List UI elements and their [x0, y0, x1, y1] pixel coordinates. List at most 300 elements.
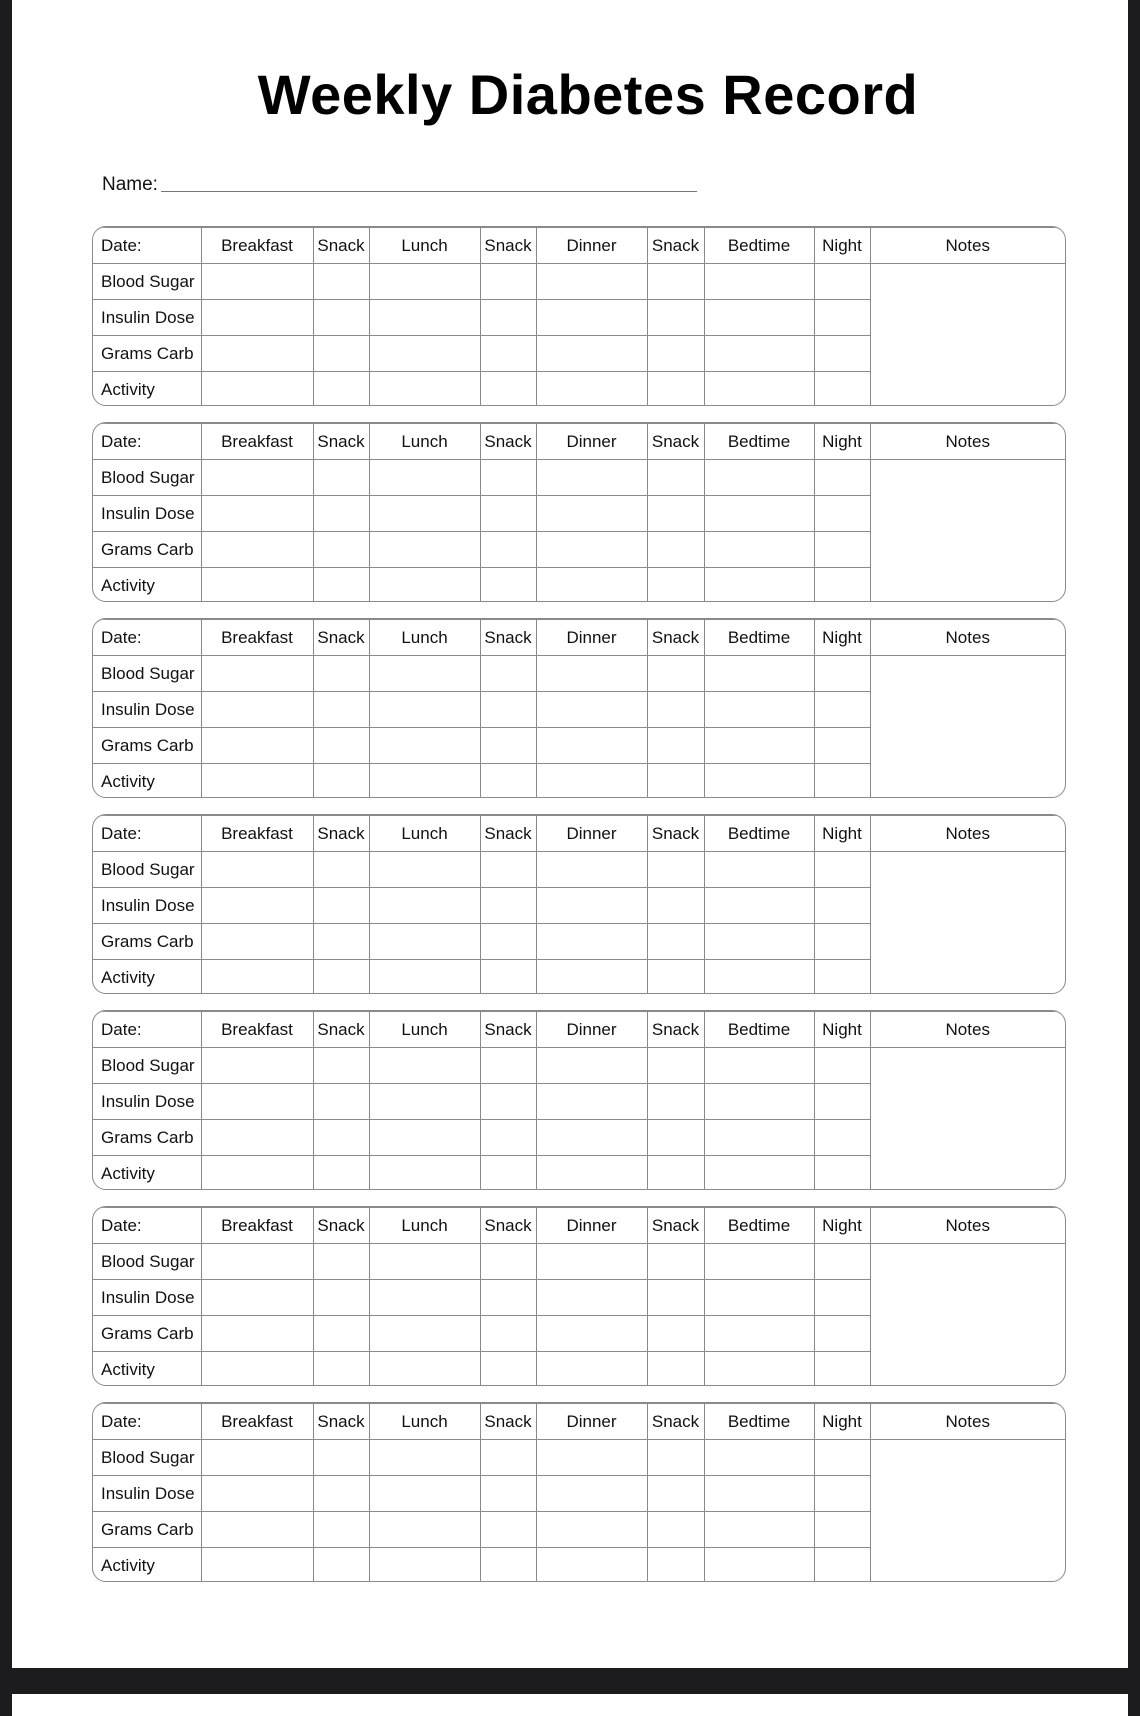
entry-cell[interactable] [814, 924, 870, 960]
entry-cell[interactable] [480, 1048, 536, 1084]
entry-cell[interactable] [814, 460, 870, 496]
entry-cell[interactable] [201, 924, 313, 960]
entry-cell[interactable] [704, 1156, 814, 1191]
entry-cell[interactable] [480, 1476, 536, 1512]
row-label: Insulin Dose [93, 300, 201, 336]
entry-cell[interactable] [814, 336, 870, 372]
entry-cell[interactable] [704, 1352, 814, 1387]
entry-cell[interactable] [704, 1316, 814, 1352]
entry-cell[interactable] [536, 764, 647, 799]
entry-cell[interactable] [369, 728, 480, 764]
entry-cell[interactable] [480, 1156, 536, 1191]
entry-cell[interactable] [313, 924, 369, 960]
notes-cell[interactable] [870, 1048, 1065, 1191]
entry-cell[interactable] [704, 1084, 814, 1120]
entry-cell[interactable] [814, 1548, 870, 1583]
entry-cell[interactable] [536, 568, 647, 603]
entry-cell[interactable] [647, 1440, 704, 1476]
entry-cell[interactable] [313, 372, 369, 407]
entry-cell[interactable] [313, 852, 369, 888]
entry-cell[interactable] [201, 692, 313, 728]
entry-cell[interactable] [536, 1084, 647, 1120]
entry-cell[interactable] [369, 1440, 480, 1476]
entry-cell[interactable] [369, 264, 480, 300]
column-header: Snack [480, 816, 536, 852]
entry-cell[interactable] [704, 764, 814, 799]
row-label: Activity [93, 1548, 201, 1583]
column-header: Bedtime [704, 228, 814, 264]
entry-cell[interactable] [313, 960, 369, 995]
entry-cell[interactable] [704, 924, 814, 960]
entry-cell[interactable] [369, 1048, 480, 1084]
entry-cell[interactable] [369, 496, 480, 532]
row-label: Activity [93, 960, 201, 995]
entry-cell[interactable] [201, 888, 313, 924]
entry-cell[interactable] [704, 300, 814, 336]
entry-cell[interactable] [647, 1548, 704, 1583]
entry-cell[interactable] [369, 1120, 480, 1156]
entry-cell[interactable] [814, 656, 870, 692]
header-row [93, 620, 1065, 656]
column-header: Notes [870, 1208, 1065, 1244]
entry-cell[interactable] [313, 1512, 369, 1548]
entry-cell[interactable] [647, 1512, 704, 1548]
entry-cell[interactable] [201, 264, 313, 300]
entry-cell[interactable] [647, 1316, 704, 1352]
entry-cell[interactable] [536, 888, 647, 924]
entry-cell[interactable] [369, 336, 480, 372]
row-label: Activity [93, 1352, 201, 1387]
entry-cell[interactable] [201, 460, 313, 496]
entry-cell[interactable] [369, 960, 480, 995]
entry-cell[interactable] [369, 1476, 480, 1512]
name-input-line[interactable] [161, 190, 697, 192]
row-label: Grams Carb [93, 728, 201, 764]
entry-cell[interactable] [369, 1280, 480, 1316]
entry-cell[interactable] [536, 336, 647, 372]
entry-cell[interactable] [536, 692, 647, 728]
entry-cell[interactable] [704, 496, 814, 532]
entry-cell[interactable] [536, 924, 647, 960]
row-label: Blood Sugar [93, 264, 201, 300]
row-label: Blood Sugar [93, 1048, 201, 1084]
entry-cell[interactable] [313, 300, 369, 336]
entry-cell[interactable] [201, 728, 313, 764]
entry-cell[interactable] [647, 852, 704, 888]
entry-cell[interactable] [369, 692, 480, 728]
entry-cell[interactable] [704, 1280, 814, 1316]
entry-cell[interactable] [480, 372, 536, 407]
entry-cell[interactable] [536, 960, 647, 995]
entry-cell[interactable] [480, 496, 536, 532]
entry-cell[interactable] [704, 656, 814, 692]
column-header: Night [814, 1404, 870, 1440]
entry-cell[interactable] [647, 924, 704, 960]
entry-cell[interactable] [369, 300, 480, 336]
entry-cell[interactable] [480, 336, 536, 372]
entry-cell[interactable] [647, 568, 704, 603]
entry-cell[interactable] [369, 924, 480, 960]
entry-cell[interactable] [313, 1120, 369, 1156]
entry-cell[interactable] [704, 372, 814, 407]
day-grid [93, 227, 1065, 406]
entry-cell[interactable] [201, 1548, 313, 1583]
entry-cell[interactable] [536, 1120, 647, 1156]
entry-cell[interactable] [814, 692, 870, 728]
entry-cell[interactable] [313, 1476, 369, 1512]
column-header: Snack [480, 1012, 536, 1048]
entry-cell[interactable] [814, 764, 870, 799]
row-label: Blood Sugar [93, 1440, 201, 1476]
entry-cell[interactable] [647, 1280, 704, 1316]
entry-cell[interactable] [814, 532, 870, 568]
entry-cell[interactable] [201, 1048, 313, 1084]
entry-cell[interactable] [814, 960, 870, 995]
row-label: Blood Sugar [93, 1244, 201, 1280]
entry-cell[interactable] [647, 888, 704, 924]
row-label: Blood Sugar [93, 656, 201, 692]
column-header: Breakfast [201, 424, 313, 460]
entry-cell[interactable] [313, 764, 369, 799]
row-label: Activity [93, 568, 201, 603]
column-header: Night [814, 1208, 870, 1244]
row-label: Activity [93, 1156, 201, 1191]
entry-cell[interactable] [369, 1512, 480, 1548]
entry-cell[interactable] [814, 1352, 870, 1387]
entry-cell[interactable] [647, 764, 704, 799]
entry-cell[interactable] [647, 532, 704, 568]
entry-cell[interactable] [536, 372, 647, 407]
date-label[interactable]: Date: [93, 228, 201, 264]
notes-cell[interactable] [870, 852, 1065, 995]
entry-cell[interactable] [369, 1316, 480, 1352]
entry-cell[interactable] [814, 1512, 870, 1548]
entry-cell[interactable] [814, 1280, 870, 1316]
entry-cell[interactable] [647, 1476, 704, 1512]
entry-cell[interactable] [480, 888, 536, 924]
record-row [93, 656, 1065, 692]
entry-cell[interactable] [313, 888, 369, 924]
entry-cell[interactable] [536, 264, 647, 300]
column-header: Snack [647, 1208, 704, 1244]
date-label[interactable]: Date: [93, 816, 201, 852]
day-grid [93, 1011, 1065, 1190]
entry-cell[interactable] [704, 336, 814, 372]
entry-cell[interactable] [313, 264, 369, 300]
entry-cell[interactable] [480, 1316, 536, 1352]
date-label[interactable]: Date: [93, 1208, 201, 1244]
entry-cell[interactable] [313, 656, 369, 692]
column-header: Night [814, 424, 870, 460]
day-grid [93, 1207, 1065, 1386]
entry-cell[interactable] [480, 852, 536, 888]
date-label[interactable]: Date: [93, 424, 201, 460]
entry-cell[interactable] [201, 568, 313, 603]
entry-cell[interactable] [704, 1120, 814, 1156]
entry-cell[interactable] [369, 656, 480, 692]
entry-cell[interactable] [647, 1084, 704, 1120]
entry-cell[interactable] [704, 852, 814, 888]
entry-cell[interactable] [704, 532, 814, 568]
entry-cell[interactable] [313, 1244, 369, 1280]
entry-cell[interactable] [647, 692, 704, 728]
column-header: Notes [870, 228, 1065, 264]
entry-cell[interactable] [480, 1084, 536, 1120]
day-block [92, 618, 1066, 798]
entry-cell[interactable] [480, 300, 536, 336]
entry-cell[interactable] [536, 532, 647, 568]
entry-cell[interactable] [313, 1548, 369, 1583]
entry-cell[interactable] [704, 888, 814, 924]
entry-cell[interactable] [647, 656, 704, 692]
entry-cell[interactable] [814, 728, 870, 764]
entry-cell[interactable] [201, 300, 313, 336]
entry-cell[interactable] [647, 728, 704, 764]
entry-cell[interactable] [536, 1548, 647, 1583]
row-label: Insulin Dose [93, 692, 201, 728]
entry-cell[interactable] [313, 1048, 369, 1084]
entry-cell[interactable] [201, 372, 313, 407]
entry-cell[interactable] [704, 960, 814, 995]
entry-cell[interactable] [201, 532, 313, 568]
entry-cell[interactable] [201, 1120, 313, 1156]
entry-cell[interactable] [704, 1548, 814, 1583]
notes-cell[interactable] [870, 460, 1065, 603]
entry-cell[interactable] [704, 692, 814, 728]
entry-cell[interactable] [369, 1244, 480, 1280]
column-header: Night [814, 816, 870, 852]
entry-cell[interactable] [480, 1440, 536, 1476]
entry-cell[interactable] [369, 1352, 480, 1387]
entry-cell[interactable] [536, 496, 647, 532]
entry-cell[interactable] [536, 1512, 647, 1548]
entry-cell[interactable] [201, 1512, 313, 1548]
entry-cell[interactable] [814, 568, 870, 603]
row-label: Grams Carb [93, 1120, 201, 1156]
entry-cell[interactable] [814, 372, 870, 407]
entry-cell[interactable] [814, 1156, 870, 1191]
entry-cell[interactable] [480, 568, 536, 603]
entry-cell[interactable] [369, 372, 480, 407]
entry-cell[interactable] [201, 1440, 313, 1476]
notes-cell[interactable] [870, 1244, 1065, 1387]
entry-cell[interactable] [313, 1352, 369, 1387]
entry-cell[interactable] [814, 1084, 870, 1120]
entry-cell[interactable] [704, 568, 814, 603]
entry-cell[interactable] [814, 1120, 870, 1156]
entry-cell[interactable] [647, 372, 704, 407]
entry-cell[interactable] [480, 1512, 536, 1548]
entry-cell[interactable] [647, 1244, 704, 1280]
entry-cell[interactable] [536, 728, 647, 764]
notes-cell[interactable] [870, 656, 1065, 799]
entry-cell[interactable] [313, 336, 369, 372]
entry-cell[interactable] [814, 1476, 870, 1512]
entry-cell[interactable] [201, 1280, 313, 1316]
entry-cell[interactable] [480, 1352, 536, 1387]
entry-cell[interactable] [201, 1316, 313, 1352]
entry-cell[interactable] [201, 1352, 313, 1387]
entry-cell[interactable] [647, 496, 704, 532]
entry-cell[interactable] [201, 960, 313, 995]
entry-cell[interactable] [480, 532, 536, 568]
day-grid [93, 815, 1065, 994]
entry-cell[interactable] [480, 1548, 536, 1583]
entry-cell[interactable] [313, 728, 369, 764]
column-header: Notes [870, 1012, 1065, 1048]
entry-cell[interactable] [201, 852, 313, 888]
row-label: Grams Carb [93, 336, 201, 372]
row-label: Grams Carb [93, 532, 201, 568]
record-row [93, 460, 1065, 496]
entry-cell[interactable] [704, 1476, 814, 1512]
row-label: Activity [93, 372, 201, 407]
entry-cell[interactable] [814, 1048, 870, 1084]
entry-cell[interactable] [647, 300, 704, 336]
column-header: Snack [480, 620, 536, 656]
entry-cell[interactable] [201, 764, 313, 799]
notes-cell[interactable] [870, 1440, 1065, 1583]
entry-cell[interactable] [480, 656, 536, 692]
entry-cell[interactable] [201, 1156, 313, 1191]
entry-cell[interactable] [814, 496, 870, 532]
entry-cell[interactable] [480, 924, 536, 960]
entry-cell[interactable] [536, 300, 647, 336]
entry-cell[interactable] [536, 656, 647, 692]
entry-cell[interactable] [814, 1440, 870, 1476]
entry-cell[interactable] [313, 460, 369, 496]
entry-cell[interactable] [480, 264, 536, 300]
entry-cell[interactable] [313, 532, 369, 568]
date-label[interactable]: Date: [93, 620, 201, 656]
day-block [92, 1206, 1066, 1386]
entry-cell[interactable] [536, 1156, 647, 1191]
entry-cell[interactable] [814, 888, 870, 924]
entry-cell[interactable] [201, 656, 313, 692]
entry-cell[interactable] [536, 1048, 647, 1084]
entry-cell[interactable] [369, 852, 480, 888]
entry-cell[interactable] [201, 1244, 313, 1280]
column-header: Snack [647, 816, 704, 852]
entry-cell[interactable] [313, 568, 369, 603]
entry-cell[interactable] [647, 1156, 704, 1191]
entry-cell[interactable] [814, 264, 870, 300]
column-header: Snack [647, 1012, 704, 1048]
entry-cell[interactable] [201, 496, 313, 532]
column-header: Night [814, 620, 870, 656]
entry-cell[interactable] [313, 1084, 369, 1120]
column-header: Notes [870, 424, 1065, 460]
entry-cell[interactable] [369, 764, 480, 799]
day-grid [93, 1403, 1065, 1582]
date-label[interactable]: Date: [93, 1404, 201, 1440]
entry-cell[interactable] [313, 1440, 369, 1476]
entry-cell[interactable] [536, 852, 647, 888]
column-header: Dinner [536, 1208, 647, 1244]
entry-cell[interactable] [647, 1120, 704, 1156]
entry-cell[interactable] [480, 1280, 536, 1316]
entry-cell[interactable] [369, 1548, 480, 1583]
entry-cell[interactable] [814, 1316, 870, 1352]
entry-cell[interactable] [369, 1156, 480, 1191]
entry-cell[interactable] [369, 532, 480, 568]
entry-cell[interactable] [536, 1316, 647, 1352]
entry-cell[interactable] [201, 1084, 313, 1120]
entry-cell[interactable] [704, 1440, 814, 1476]
column-header: Lunch [369, 1208, 480, 1244]
entry-cell[interactable] [369, 568, 480, 603]
entry-cell[interactable] [536, 1476, 647, 1512]
entry-cell[interactable] [647, 336, 704, 372]
entry-cell[interactable] [814, 1244, 870, 1280]
entry-cell[interactable] [647, 1352, 704, 1387]
entry-cell[interactable] [369, 888, 480, 924]
next-page-edge [12, 1694, 1128, 1716]
entry-cell[interactable] [536, 1352, 647, 1387]
entry-cell[interactable] [536, 1280, 647, 1316]
column-header: Bedtime [704, 620, 814, 656]
entry-cell[interactable] [369, 460, 480, 496]
entry-cell[interactable] [536, 1440, 647, 1476]
column-header: Dinner [536, 424, 647, 460]
entry-cell[interactable] [480, 460, 536, 496]
entry-cell[interactable] [536, 460, 647, 496]
column-header: Breakfast [201, 620, 313, 656]
record-row [93, 1244, 1065, 1280]
entry-cell[interactable] [480, 960, 536, 995]
entry-cell[interactable] [313, 1316, 369, 1352]
entry-cell[interactable] [704, 728, 814, 764]
column-header: Lunch [369, 1012, 480, 1048]
entry-cell[interactable] [647, 460, 704, 496]
entry-cell[interactable] [313, 1280, 369, 1316]
entry-cell[interactable] [480, 692, 536, 728]
entry-cell[interactable] [814, 852, 870, 888]
entry-cell[interactable] [480, 764, 536, 799]
entry-cell[interactable] [536, 1244, 647, 1280]
column-header: Night [814, 228, 870, 264]
entry-cell[interactable] [814, 300, 870, 336]
date-label[interactable]: Date: [93, 1012, 201, 1048]
entry-cell[interactable] [704, 264, 814, 300]
entry-cell[interactable] [313, 1156, 369, 1191]
entry-cell[interactable] [480, 728, 536, 764]
entry-cell[interactable] [369, 1084, 480, 1120]
day-block [92, 1010, 1066, 1190]
entry-cell[interactable] [313, 496, 369, 532]
entry-cell[interactable] [201, 336, 313, 372]
row-label: Grams Carb [93, 1316, 201, 1352]
row-label: Insulin Dose [93, 888, 201, 924]
entry-cell[interactable] [313, 692, 369, 728]
entry-cell[interactable] [480, 1120, 536, 1156]
column-header: Breakfast [201, 1208, 313, 1244]
column-header: Snack [480, 228, 536, 264]
notes-cell[interactable] [870, 264, 1065, 407]
entry-cell[interactable] [647, 1048, 704, 1084]
entry-cell[interactable] [704, 460, 814, 496]
entry-cell[interactable] [704, 1244, 814, 1280]
entry-cell[interactable] [480, 1244, 536, 1280]
entry-cell[interactable] [647, 960, 704, 995]
entry-cell[interactable] [201, 1476, 313, 1512]
entry-cell[interactable] [704, 1512, 814, 1548]
entry-cell[interactable] [647, 264, 704, 300]
entry-cell[interactable] [704, 1048, 814, 1084]
row-label: Insulin Dose [93, 1476, 201, 1512]
day-grid [93, 423, 1065, 602]
column-header: Snack [313, 1012, 369, 1048]
